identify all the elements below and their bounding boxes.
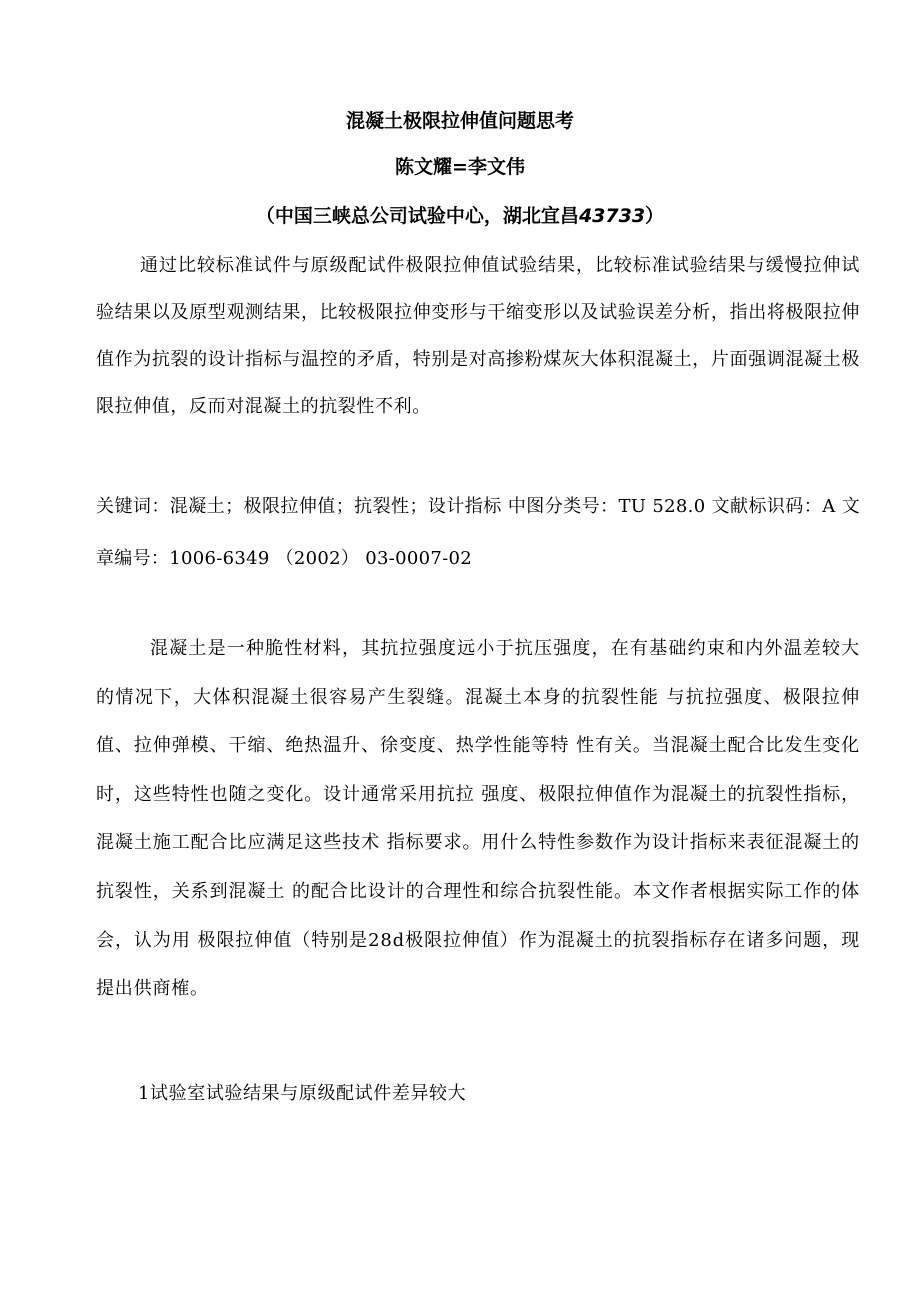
abstract-paragraph: 通过比较标准试件与原级配试件极限拉伸值试验结果，比较标准试验结果与缓慢拉伸试验结果以及原型观测结果，比较极限拉伸变形与干缩变形以及试验误差分析，指出将极限拉伸值作为抗裂的设计指标与温控的矛盾，特别是对高掺粉煤灰大体积混凝土，片面强调混凝土极限拉伸值，反而对混凝土的抗裂性不利。 <box>96 255 860 417</box>
affiliation-suffix: ） <box>645 205 665 227</box>
affiliation-zip: 43733 <box>578 205 646 227</box>
paper-title: 混凝土极限拉伸值问题思考 <box>345 110 574 132</box>
keywords-line: 关键词：混凝土；极限拉伸值；抗裂性；设计指标 中图分类号：TU 528.0 文献标识码：A 文章编号：1006-6349 （2002） 03-0007-02 <box>96 496 860 569</box>
paper-authors: 陈文耀=李文伟 <box>395 156 525 178</box>
section-heading: 1试验室试验结果与原级配试件差异较大 <box>138 1083 467 1104</box>
body-paragraph: 混凝土是一种脆性材料，其抗拉强度远小于抗压强度，在有基础约束和内外温差较大的情况下，大体积混凝土很容易产生裂缝。混凝土本身的抗裂性能 与抗拉强度、极限拉伸值、拉伸弹模、干缩、绝热温升、徐变度、热学性能等特 性有关。当混凝土配合比发生变化时，这些特性也随之变化。设计通常采用抗拉 强度、极限拉伸值作为混凝土的抗裂性指标，混凝土施工配合比应满足这些技术 指标要求。用什么特性参数作为设计指标来表征混凝土的抗裂性，关系到混凝土 的配合比设计的合理性和综合抗裂性能。本文作者根据实际工作的体会，认为用 极限拉伸值（特别是28d极限拉伸值）作为混凝土的抗裂指标存在诸多问题，现 提出供商榷。 <box>96 638 860 1000</box>
paper-affiliation <box>0 204 920 228</box>
affiliation-prefix: （中国三峡总公司试验中心，湖北宜昌 <box>255 205 579 227</box>
